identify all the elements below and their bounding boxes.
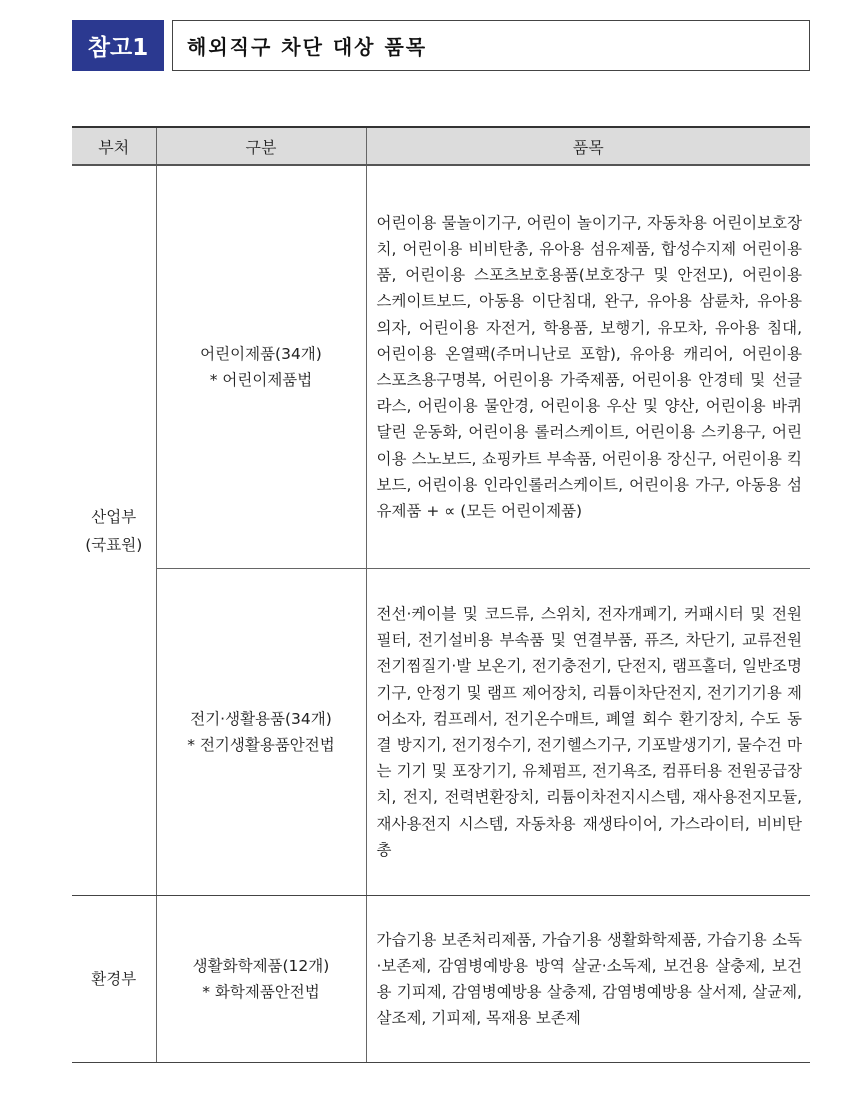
column-header-category: 구분 [156, 127, 366, 165]
items-cell: 가습기용 보존처리제품, 가습기용 생활화학제품, 가습기용 소독·보존제, 감염병예방용 방역 살균·소독제, 보건용 살충제, 보건용 기피제, 감염병예방용 살충제, 감염병예방용 살서제, 살균제, 살조제, 기피제, 목재용 보존제 [366, 896, 810, 1063]
category-name: 전기·생활용품(34개) [190, 710, 332, 728]
category-law: * 어린이제품법 [209, 371, 313, 389]
column-header-department: 부처 [72, 127, 156, 165]
table-header-row [72, 127, 810, 165]
category-cell [156, 569, 366, 896]
department-cell [72, 896, 156, 1063]
reference-badge: 참고1 [72, 20, 164, 71]
table-row [72, 569, 810, 896]
table-row [72, 896, 810, 1063]
department-agency: (국표원) [85, 535, 143, 554]
department-cell [72, 165, 156, 896]
document-title: 해외직구 차단 대상 품목 [172, 20, 810, 71]
column-header-items: 품목 [366, 127, 810, 165]
department-name: 산업부 [91, 507, 137, 526]
items-cell: 전선·케이블 및 코드류, 스위치, 전자개폐기, 커패시터 및 전원필터, 전기설비용 부속품 및 연결부품, 퓨즈, 차단기, 교류전원 전기찜질기·발 보온기, 전기충전기, 단전지, 램프홀더, 일반조명기구, 안정기 및 램프 제어장치, 리튬이차단전지, 전기기기용 제어소자, 컴프레서, 전기온수매트, 폐열 회수 환기장치, 수도 동결 방지기, 전기정수기, 전기헬스기구, 기포발생기기, 물수건 마는 기기 및 포장기기, 유체펌프, 전기욕조, 컴퓨터용 전원공급장치, 전지, 전력변환장치, 리튬이차전지시스템, 재사용전지모듈, 재사용전지 시스템, 자동차용 재생타이어, 가스라이터, 비비탄총 [366, 569, 810, 896]
category-law: * 전기생활용품안전법 [187, 736, 335, 754]
category-name: 어린이제품(34개) [200, 345, 322, 363]
category-cell [156, 896, 366, 1063]
department-name: 환경부 [91, 970, 137, 988]
table-row [72, 165, 810, 569]
items-cell: 어린이용 물놀이기구, 어린이 놀이기구, 자동차용 어린이보호장치, 어린이용 비비탄총, 유아용 섬유제품, 합성수지제 어린이용품, 어린이용 스포츠보호용품(보호장구 및 안전모), 어린이용 스케이트보드, 아동용 이단침대, 완구, 유아용 삼륜차, 유아용 의자, 어린이용 자전거, 학용품, 보행기, 유모차, 유아용 침대, 어린이용 온열팩(주머니난로 포함), 유아용 캐리어, 어린이용 스포츠용구명복, 어린이용 가죽제품, 어린이용 안경테 및 선글라스, 어린이용 물안경, 어린이용 우산 및 양산, 어린이용 바퀴달린 운동화, 어린이용 롤러스케이트, 어린이용 스키용구, 어린이용 스노보드, 쇼핑카트 부속품, 어린이용 장신구, 어린이용 킥보드, 어린이용 인라인롤러스케이트, 어린이용 가구, 아동용 섬유제품 + ∝ (모든 어린이제품) [366, 165, 810, 569]
blocked-items-table [72, 126, 810, 1063]
category-law: * 화학제품안전법 [202, 983, 320, 1001]
category-cell [156, 165, 366, 569]
category-name: 생활화학제품(12개) [192, 957, 330, 975]
